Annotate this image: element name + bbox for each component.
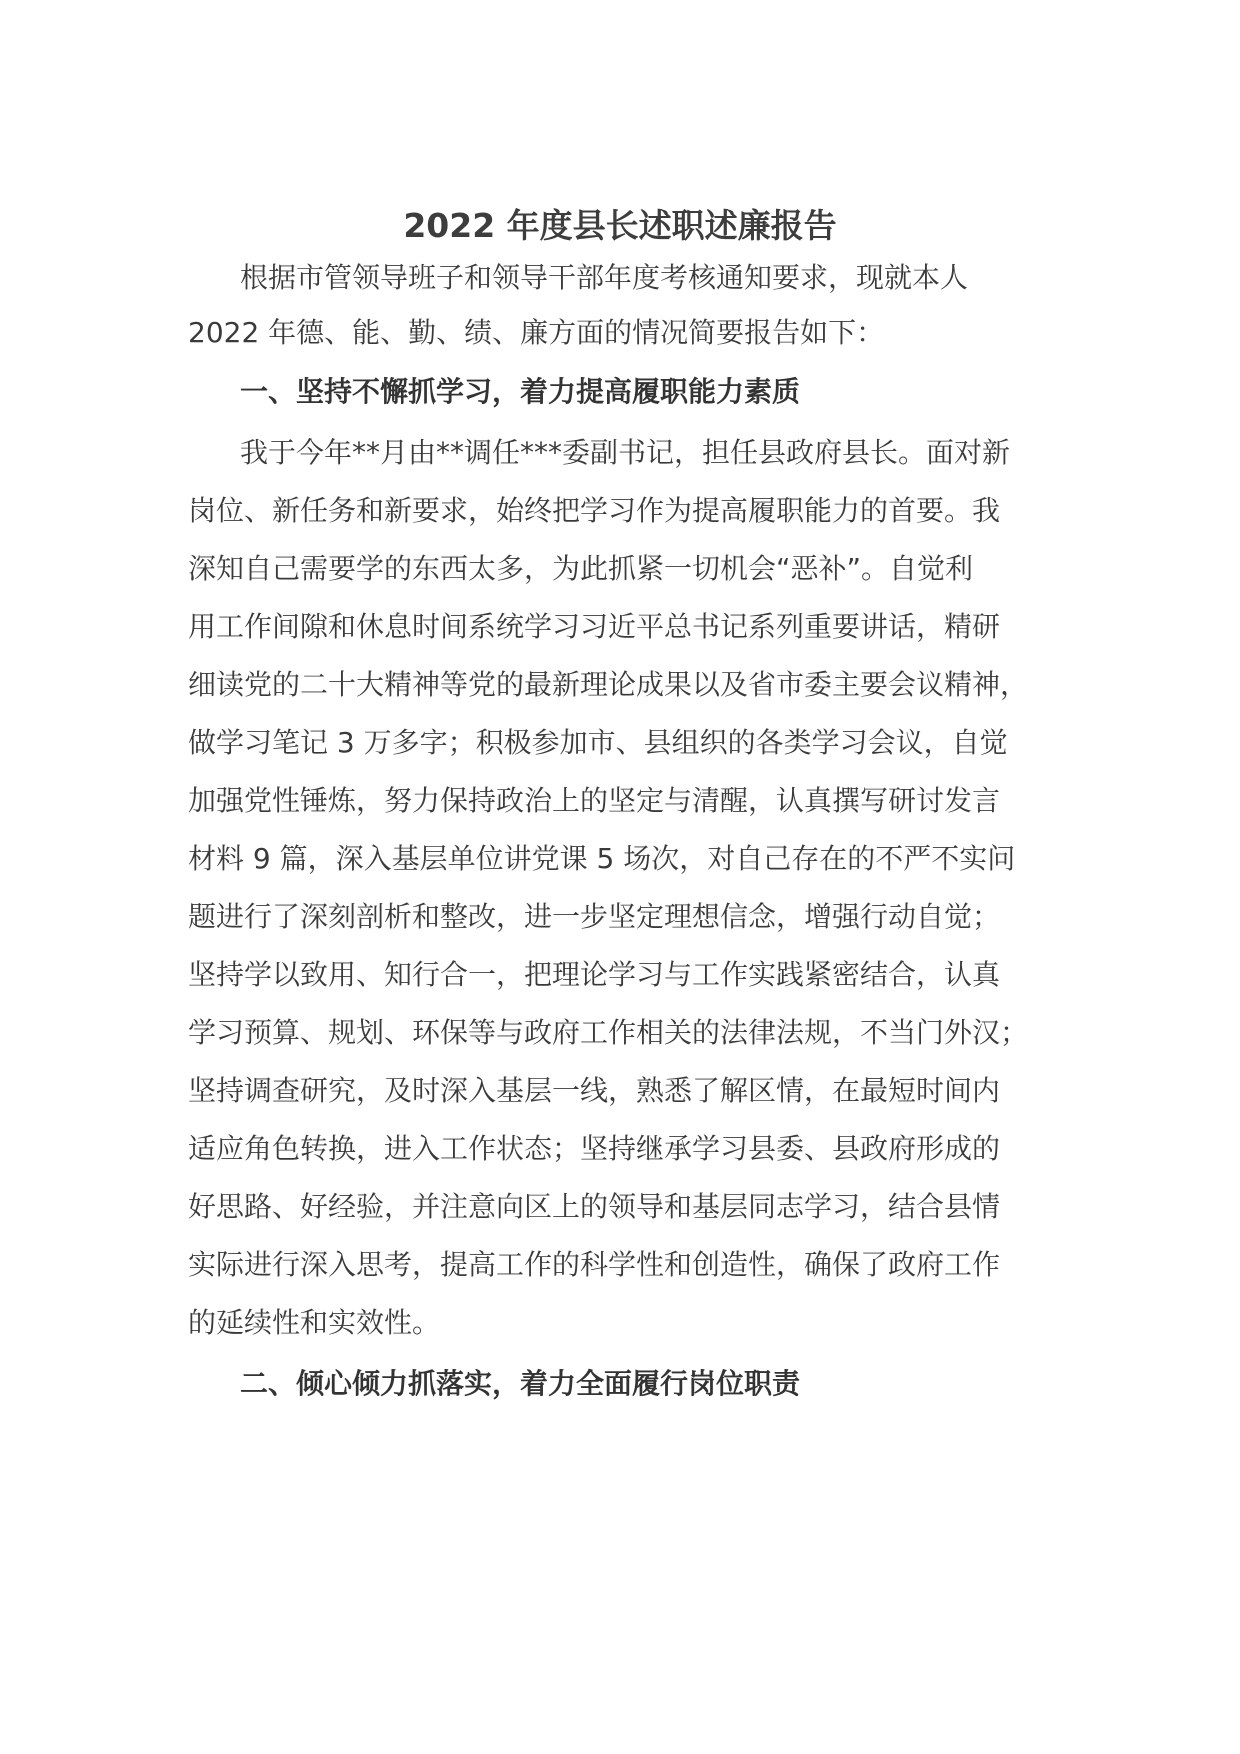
paragraph-line: 做学习笔记 3 万多字；积极参加市、县组织的各类学习会议，自觉: [188, 726, 1008, 759]
paragraph-line: 用工作间隙和休息时间系统学习习近平总书记系列重要讲话，精研: [188, 610, 1001, 643]
paragraph-line: 我于今年**月由**调任***委副书记，担任县政府县长。面对新: [240, 436, 1011, 469]
paragraph-line: 好思路、好经验，并注意向区上的领导和基层同志学习，结合县情: [188, 1190, 1001, 1223]
intro-line: 2022 年德、能、勤、绩、廉方面的情况简要报告如下：: [188, 316, 885, 349]
document-title: 2022 年度县长述职述廉报告: [403, 206, 837, 245]
paragraph-line: 坚持调查研究，及时深入基层一线，熟悉了解区情，在最短时间内: [188, 1074, 1001, 1107]
paragraph-line: 材料 9 篇，深入基层单位讲党课 5 场次，对自己存在的不严不实问: [188, 842, 1016, 875]
intro-line: 根据市管领导班子和领导干部年度考核通知要求，现就本人: [240, 261, 969, 294]
paragraph-line: 的延续性和实效性。: [188, 1306, 441, 1339]
paragraph-line: 细读党的二十大精神等党的最新理论成果以及省市委主要会议精神，: [188, 668, 1029, 701]
paragraph-line: 岗位、新任务和新要求，始终把学习作为提高履职能力的首要。我: [188, 494, 1001, 527]
section-heading: 二、倾心倾力抓落实，着力全面履行岗位职责: [240, 1367, 801, 1400]
paragraph-line: 加强党性锤炼，努力保持政治上的坚定与清醒，认真撰写研讨发言: [188, 784, 1001, 817]
section-heading: 一、坚持不懈抓学习，着力提高履职能力素质: [240, 375, 801, 408]
paragraph-line: 适应角色转换，进入工作状态；坚持继承学习县委、县政府形成的: [188, 1132, 1001, 1165]
paragraph-line: 深知自己需要学的东西太多，为此抓紧一切机会“恶补”。自觉利: [188, 552, 974, 585]
paragraph-line: 学习预算、规划、环保等与政府工作相关的法律法规，不当门外汉；: [188, 1016, 1029, 1049]
paragraph-line: 实际进行深入思考，提高工作的科学性和创造性，确保了政府工作: [188, 1248, 1001, 1281]
paragraph-line: 题进行了深刻剖析和整改，进一步坚定理想信念，增强行动自觉；: [188, 900, 1001, 933]
paragraph-line: 坚持学以致用、知行合一，把理论学习与工作实践紧密结合，认真: [188, 958, 1001, 991]
